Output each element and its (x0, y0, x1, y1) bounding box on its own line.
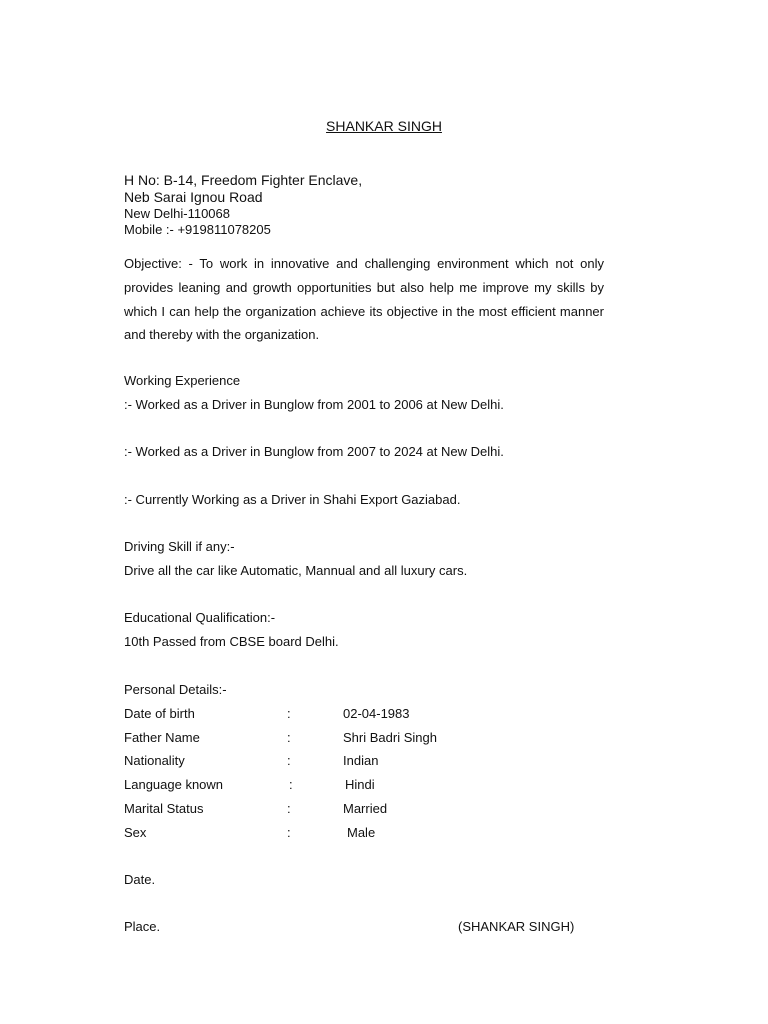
driving-text: Drive all the car like Automatic, Mannual and all luxury cars. (124, 563, 468, 578)
personal-heading: Personal Details:- (124, 682, 227, 697)
personal-row (124, 777, 604, 795)
driving-heading: Driving Skill if any:- (124, 539, 235, 554)
experience-item: :- Currently Working as a Driver in Shahi Export Gaziabad. (124, 492, 461, 507)
personal-label: Sex (124, 825, 147, 840)
resume-title: SHANKAR SINGH (326, 118, 442, 134)
address-block (124, 172, 362, 238)
signature-name: (SHANKAR SINGH) (458, 919, 575, 934)
personal-row (124, 753, 604, 771)
education-text: 10th Passed from CBSE board Delhi. (124, 634, 339, 649)
personal-separator: : (287, 706, 291, 721)
experience-heading: Working Experience (124, 373, 241, 388)
mobile-number: Mobile :- +919811078205 (124, 222, 271, 237)
date-label: Date. (124, 872, 156, 887)
personal-label: Language known (124, 777, 224, 792)
address-line-1: H No: B-14, Freedom Fighter Enclave, (124, 172, 363, 188)
personal-row (124, 825, 604, 843)
objective-paragraph: Objective: - To work in innovative and challenging environment which not only provides leaning and growth opportunities but also help me improve my skills by which I can help the organization achieve its objective in the most efficient manner and thereby with the organization. (124, 256, 604, 343)
address-line-2: Neb Sarai Ignou Road (124, 189, 263, 205)
personal-separator: : (287, 730, 291, 745)
experience-item: :- Worked as a Driver in Bunglow from 2001 to 2006 at New Delhi. (124, 397, 504, 412)
personal-row (124, 730, 604, 748)
experience-item: :- Worked as a Driver in Bunglow from 2007 to 2024 at New Delhi. (124, 444, 504, 459)
personal-separator: : (289, 777, 293, 792)
personal-value: 02-04-1983 (343, 706, 410, 721)
personal-label: Marital Status (124, 801, 204, 816)
personal-separator: : (287, 753, 291, 768)
personal-separator: : (287, 801, 291, 816)
personal-label: Father Name (124, 730, 200, 745)
personal-value: Hindi (345, 777, 375, 792)
personal-row (124, 706, 604, 724)
place-label: Place. (124, 919, 161, 934)
personal-label: Date of birth (124, 706, 195, 721)
education-heading: Educational Qualification:- (124, 610, 276, 625)
personal-row (124, 801, 604, 819)
personal-value: Shri Badri Singh (343, 730, 437, 745)
personal-label: Nationality (124, 753, 185, 768)
address-city: New Delhi-110068 (124, 206, 230, 221)
personal-value: Indian (343, 753, 379, 768)
personal-value: Married (343, 801, 388, 816)
personal-separator: : (287, 825, 291, 840)
personal-value: Male (347, 825, 376, 840)
